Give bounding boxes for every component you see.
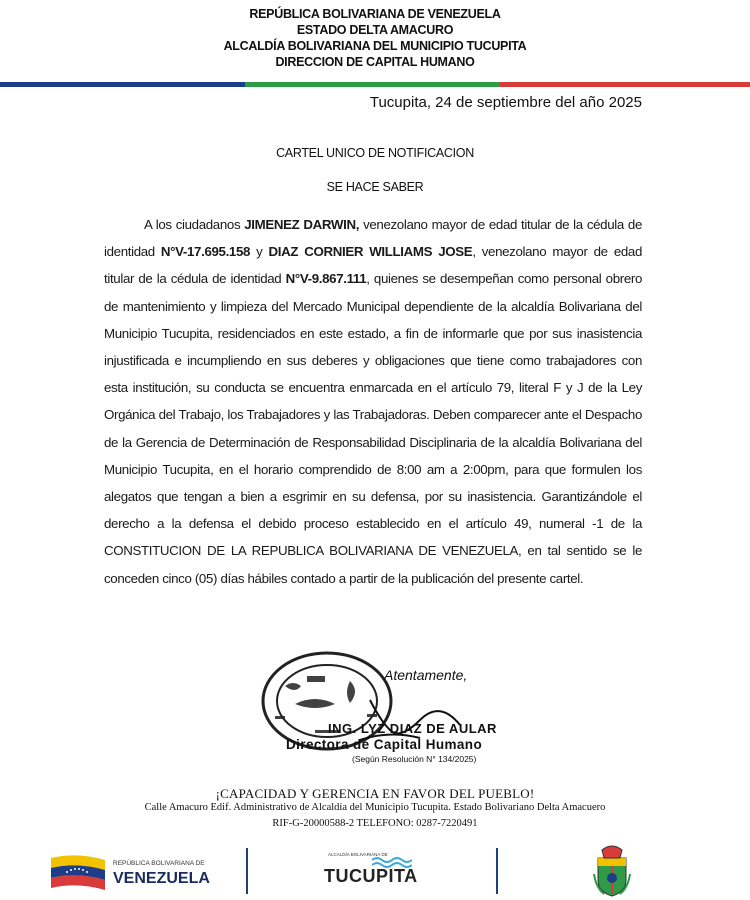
closing-phrase: Atentamente, bbox=[384, 667, 468, 683]
body-text-2: venezolano mayor de edad titular de la cédula de identidad bbox=[104, 217, 642, 260]
citizen-name-1: JIMENEZ DARWIN, bbox=[244, 217, 360, 232]
document-date: Tucupita, 24 de septiembre del año 2025 bbox=[369, 94, 642, 111]
rule-green bbox=[245, 82, 500, 87]
rule-blue bbox=[0, 82, 245, 87]
citizen-name-2: DIAZ CORNIER WILLIAMS JOSE bbox=[268, 244, 473, 260]
header-department: DIRECCION DE CAPITAL HUMANO bbox=[275, 55, 475, 69]
rule-red bbox=[500, 82, 750, 87]
notice-subtitle: SE HACE SABER bbox=[326, 180, 424, 194]
footer-address: Calle Amacuro Edif. Administrativo de Alcaldía del Municipio Tucupita. Estado Bolivariano Delta Amacuero bbox=[144, 802, 606, 813]
signer-resolution: (Según Resolución N° 134/2025) bbox=[352, 754, 477, 764]
signer-name: ING. LYZ DIAZ DE AULAR bbox=[328, 721, 497, 736]
signer-role: Directora de Capital Humano bbox=[286, 737, 483, 752]
citizen-id-2: N°V-9.867.111 bbox=[285, 271, 367, 287]
venezuela-logo-big-text: VENEZUELA bbox=[113, 870, 210, 887]
letterhead bbox=[0, 6, 750, 70]
body-text-1: A los ciudadanos bbox=[144, 217, 245, 232]
notice-paragraph bbox=[104, 211, 642, 592]
header-state: ESTADO DELTA AMACURO bbox=[296, 23, 454, 37]
header-republic: REPÚBLICA BOLIVARIANA DE VENEZUELA bbox=[249, 7, 501, 21]
footer-divider-right bbox=[496, 848, 498, 894]
footer-slogan: ¡CAPACIDAD Y GERENCIA EN FAVOR DEL PUEBLO! bbox=[215, 786, 535, 801]
municipal-crest-icon bbox=[592, 844, 632, 898]
body-text-5: , quienes se desempeñan como personal obrero de mantenimiento y limpieza del Mercado Municipal dependiente de la alcaldía Bolivariana del Municipio Tucupita, residenciados en este estado, a fin de informarle que por sus inasistencia injustificada e incumpliendo en sus deberes y obligaciones que tiene como trabajadores con esta institución, su conducta se encuentra enmarcada en el artículo 79, literal F y J de la Ley Orgánica del Trabajo, los Trabajadores y las Trabajadoras. Deben comparecer ante el Despacho de la Gerencia de Determinación de Responsabilidad Disciplinaria de la alcaldía Bolivariana del Municipio Tucupita, en el horario comprendido de 8:00 am a 2:00pm, para que formulen los alegatos que tengan a bien a esgrimir en su defensa, por su inasistencia. Garantizándole el derecho a la defensa el debido proceso establecido en el artículo 49, numeral -1 de la CONSTITUCION DE LA REPUBLICA BOLIVARIANA DE VENEZUELA, en tal sentido se le conceden cinco (05) días hábiles contado a partir de la publicación del presente cartel. bbox=[104, 271, 642, 586]
body-text-3: y bbox=[250, 244, 269, 260]
tucupita-logo-big-text: TUCUPITA bbox=[324, 866, 418, 886]
notice-title: CARTEL UNICO DE NOTIFICACION bbox=[276, 146, 474, 160]
citizen-id-1: N°V-17.695.158 bbox=[160, 244, 251, 260]
body-text-4: , venezolano mayor de edad titular de la cédula de identidad bbox=[104, 244, 642, 287]
venezuela-flag-icon bbox=[49, 852, 107, 892]
footer-rif-phone: RIF-G-20000588-2 TELEFONO: 0287-7220491 bbox=[272, 818, 478, 829]
footer-divider-left bbox=[246, 848, 248, 894]
notice-body bbox=[104, 211, 642, 592]
footer-logos bbox=[0, 844, 750, 900]
header-mayoralty: ALCALDÍA BOLIVARIANA DEL MUNICIPIO TUCUPITA bbox=[223, 39, 527, 53]
tucupita-logo-small-text: ALCALDÍA BOLIVARIANA DE bbox=[328, 852, 388, 857]
tucupita-logo bbox=[320, 850, 420, 894]
venezuela-logo-small-text: REPÚBLICA BOLIVARIANA DE bbox=[113, 860, 205, 867]
venezuela-logo bbox=[49, 852, 219, 892]
tricolor-rule bbox=[0, 82, 750, 87]
